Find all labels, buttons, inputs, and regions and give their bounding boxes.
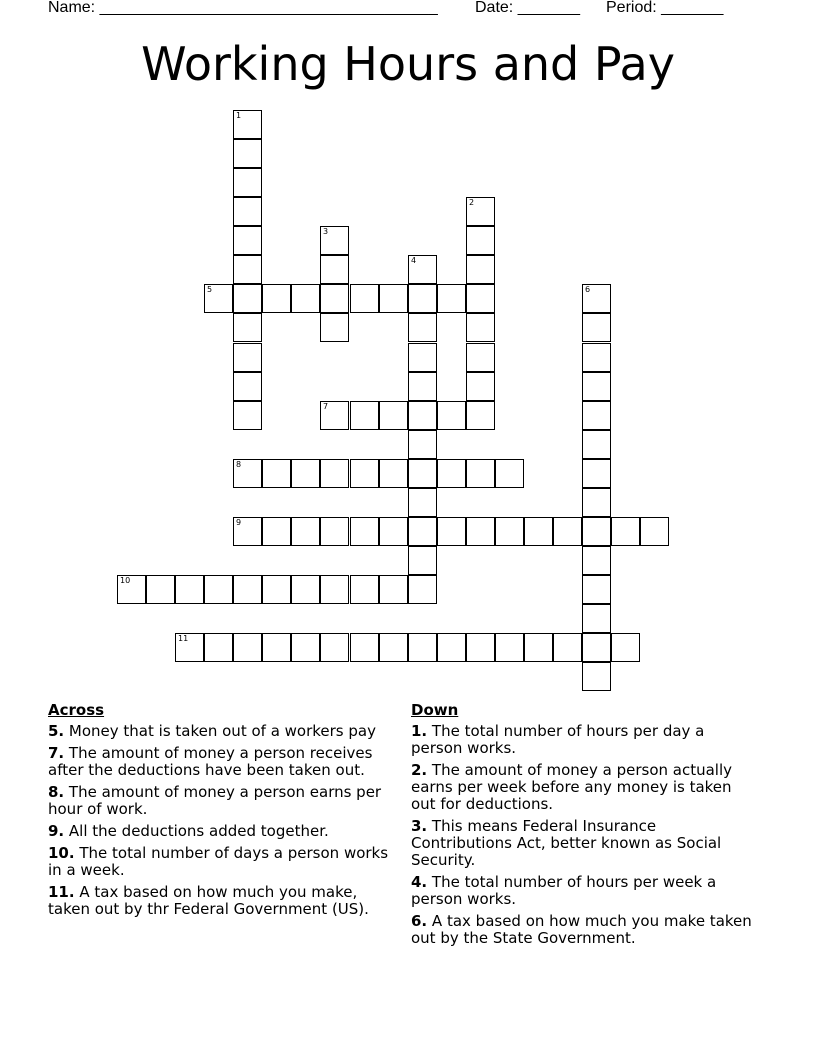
grid-cell[interactable] (262, 284, 291, 313)
clue-text: The amount of money a person actually earns per week before any money is taken out for deductions. (411, 761, 733, 813)
grid-cell[interactable] (233, 401, 262, 430)
clue-number: 11. (48, 883, 75, 901)
grid-cell[interactable] (466, 343, 495, 372)
clue-text: A tax based on how much you make, taken out by thr Federal Government (US). (48, 883, 369, 918)
grid-cell[interactable] (582, 604, 611, 633)
grid-cell[interactable] (291, 633, 320, 662)
grid-cell[interactable] (408, 430, 437, 459)
grid-cell[interactable] (204, 633, 233, 662)
across-clue (48, 745, 393, 779)
clue-text: The total number of days a person works in a week. (48, 844, 389, 879)
clue-number: 7. (48, 744, 65, 762)
clue-number: 2 (469, 198, 475, 207)
clue-number: 1. (411, 722, 428, 740)
grid-cell[interactable] (495, 633, 524, 662)
grid-cell[interactable] (379, 459, 408, 488)
clue-text: This means Federal Insurance Contributions Act, better known as Social Security. (411, 817, 722, 869)
grid-cell[interactable] (611, 633, 640, 662)
grid-cell[interactable] (408, 459, 437, 488)
grid-cell[interactable] (466, 313, 495, 342)
grid-cell[interactable] (582, 546, 611, 575)
grid-cell[interactable] (379, 401, 408, 430)
clue-text: The total number of hours per week a person works. (411, 873, 717, 908)
grid-cell[interactable] (320, 517, 349, 546)
date-field[interactable]: Date: _______ (475, 0, 580, 16)
grid-cell[interactable] (582, 401, 611, 430)
grid-cell[interactable] (524, 517, 553, 546)
clue-number: 5 (207, 285, 213, 294)
grid-cell[interactable] (379, 575, 408, 604)
grid-cell[interactable] (233, 168, 262, 197)
grid-cell[interactable] (408, 255, 437, 284)
clue-text: The amount of money a person receives after the deductions have been taken out. (48, 744, 373, 779)
grid-cell[interactable] (408, 633, 437, 662)
grid-cell[interactable] (466, 633, 495, 662)
grid-cell[interactable] (524, 633, 553, 662)
grid-cell[interactable] (262, 517, 291, 546)
grid-cell[interactable] (320, 284, 349, 313)
grid-cell[interactable] (408, 284, 437, 313)
grid-cell[interactable] (233, 343, 262, 372)
grid-cell[interactable] (350, 284, 379, 313)
clue-number: 8. (48, 783, 65, 801)
grid-cell[interactable] (611, 517, 640, 546)
clue-text: A tax based on how much you make taken out by the State Government. (411, 912, 752, 947)
across-clue-list (48, 723, 393, 918)
grid-cell[interactable] (466, 197, 495, 226)
clue-text: The amount of money a person earns per hour of work. (48, 783, 382, 818)
grid-cell[interactable] (379, 284, 408, 313)
down-clue (411, 818, 756, 869)
grid-cell[interactable] (320, 313, 349, 342)
grid-cell[interactable] (320, 401, 349, 430)
grid-cell[interactable] (437, 633, 466, 662)
grid-cell[interactable] (233, 517, 262, 546)
grid-cell[interactable] (233, 110, 262, 139)
clue-number: 1 (236, 111, 242, 120)
grid-cell[interactable] (146, 575, 175, 604)
clue-number: 4. (411, 873, 428, 891)
clue-number: 9. (48, 822, 65, 840)
grid-cell[interactable] (408, 575, 437, 604)
grid-cell[interactable] (466, 401, 495, 430)
grid-cell[interactable] (350, 459, 379, 488)
period-field[interactable]: Period: _______ (606, 0, 724, 16)
grid-cell[interactable] (291, 459, 320, 488)
grid-cell[interactable] (582, 430, 611, 459)
grid-cell[interactable] (466, 255, 495, 284)
grid-cell[interactable] (262, 575, 291, 604)
grid-cell[interactable] (582, 343, 611, 372)
down-clue (411, 913, 756, 947)
grid-cell[interactable] (233, 284, 262, 313)
grid-cell[interactable] (466, 284, 495, 313)
grid-cell[interactable] (291, 284, 320, 313)
grid-cell[interactable] (582, 517, 611, 546)
grid-cell[interactable] (582, 372, 611, 401)
page-title: Working Hours and Pay (141, 37, 675, 91)
grid-cell[interactable] (582, 575, 611, 604)
clue-number: 10 (120, 576, 131, 585)
grid-cell[interactable] (291, 517, 320, 546)
grid-cell[interactable] (204, 284, 233, 313)
grid-cell[interactable] (408, 372, 437, 401)
across-clue (48, 784, 393, 818)
grid-cell[interactable] (408, 401, 437, 430)
grid-cell[interactable] (233, 226, 262, 255)
grid-cell[interactable] (262, 459, 291, 488)
grid-cell[interactable] (262, 633, 291, 662)
clue-number: 5. (48, 722, 65, 740)
across-heading: Across (48, 701, 105, 719)
grid-cell[interactable] (466, 459, 495, 488)
grid-cell[interactable] (117, 575, 146, 604)
across-clue (48, 845, 393, 879)
across-clues (48, 701, 393, 923)
grid-cell[interactable] (466, 226, 495, 255)
grid-cell[interactable] (582, 313, 611, 342)
grid-cell[interactable] (233, 633, 262, 662)
grid-cell[interactable] (350, 517, 379, 546)
name-field[interactable]: Name: ______________________________________ (48, 0, 438, 16)
grid-cell[interactable] (320, 255, 349, 284)
grid-cell[interactable] (437, 401, 466, 430)
grid-cell[interactable] (408, 343, 437, 372)
grid-cell[interactable] (437, 517, 466, 546)
grid-cell[interactable] (233, 372, 262, 401)
grid-cell[interactable] (582, 488, 611, 517)
clue-number: 6. (411, 912, 428, 930)
grid-cell[interactable] (408, 488, 437, 517)
grid-cell[interactable] (204, 575, 233, 604)
grid-cell[interactable] (408, 546, 437, 575)
grid-cell[interactable] (495, 517, 524, 546)
clue-number: 7 (323, 402, 329, 411)
grid-cell[interactable] (233, 197, 262, 226)
grid-cell[interactable] (582, 459, 611, 488)
down-clue (411, 762, 756, 813)
grid-cell[interactable] (233, 313, 262, 342)
across-clue (48, 823, 393, 840)
down-clue (411, 874, 756, 908)
grid-cell[interactable] (408, 313, 437, 342)
grid-cell[interactable] (233, 575, 262, 604)
grid-cell[interactable] (437, 284, 466, 313)
grid-cell[interactable] (379, 633, 408, 662)
grid-cell[interactable] (233, 255, 262, 284)
grid-cell[interactable] (350, 633, 379, 662)
grid-cell[interactable] (437, 459, 466, 488)
clue-number: 9 (236, 518, 242, 527)
grid-cell[interactable] (640, 517, 669, 546)
down-clues (411, 701, 756, 952)
grid-cell[interactable] (466, 517, 495, 546)
clue-text: The total number of hours per day a person works. (411, 722, 705, 757)
grid-cell[interactable] (466, 372, 495, 401)
grid-cell[interactable] (408, 517, 437, 546)
grid-cell[interactable] (320, 226, 349, 255)
clue-number: 3 (323, 227, 329, 236)
grid-cell[interactable] (291, 575, 320, 604)
clue-text: All the deductions added together. (68, 822, 329, 840)
grid-cell[interactable] (320, 575, 349, 604)
grid-cell[interactable] (553, 633, 582, 662)
grid-cell[interactable] (582, 284, 611, 313)
grid-cell[interactable] (582, 662, 611, 691)
grid-cell[interactable] (175, 633, 204, 662)
clue-number: 8 (236, 460, 242, 469)
clue-number: 2. (411, 761, 428, 779)
clue-number: 11 (178, 634, 189, 643)
grid-cell[interactable] (350, 401, 379, 430)
clue-number: 3. (411, 817, 428, 835)
grid-cell[interactable] (379, 517, 408, 546)
grid-cell[interactable] (233, 139, 262, 168)
clue-number: 6 (585, 285, 591, 294)
grid-cell[interactable] (320, 633, 349, 662)
down-clue-list (411, 723, 756, 947)
clue-number: 10. (48, 844, 75, 862)
grid-cell[interactable] (553, 517, 582, 546)
grid-cell[interactable] (495, 459, 524, 488)
grid-cell[interactable] (582, 633, 611, 662)
grid-cell[interactable] (320, 459, 349, 488)
across-clue (48, 884, 393, 918)
across-clue (48, 723, 393, 740)
grid-cell[interactable] (175, 575, 204, 604)
grid-cell[interactable] (350, 575, 379, 604)
clue-text: Money that is taken out of a workers pay (68, 722, 376, 740)
down-heading: Down (411, 701, 459, 719)
down-clue (411, 723, 756, 757)
clue-number: 4 (411, 256, 417, 265)
grid-cell[interactable] (233, 459, 262, 488)
